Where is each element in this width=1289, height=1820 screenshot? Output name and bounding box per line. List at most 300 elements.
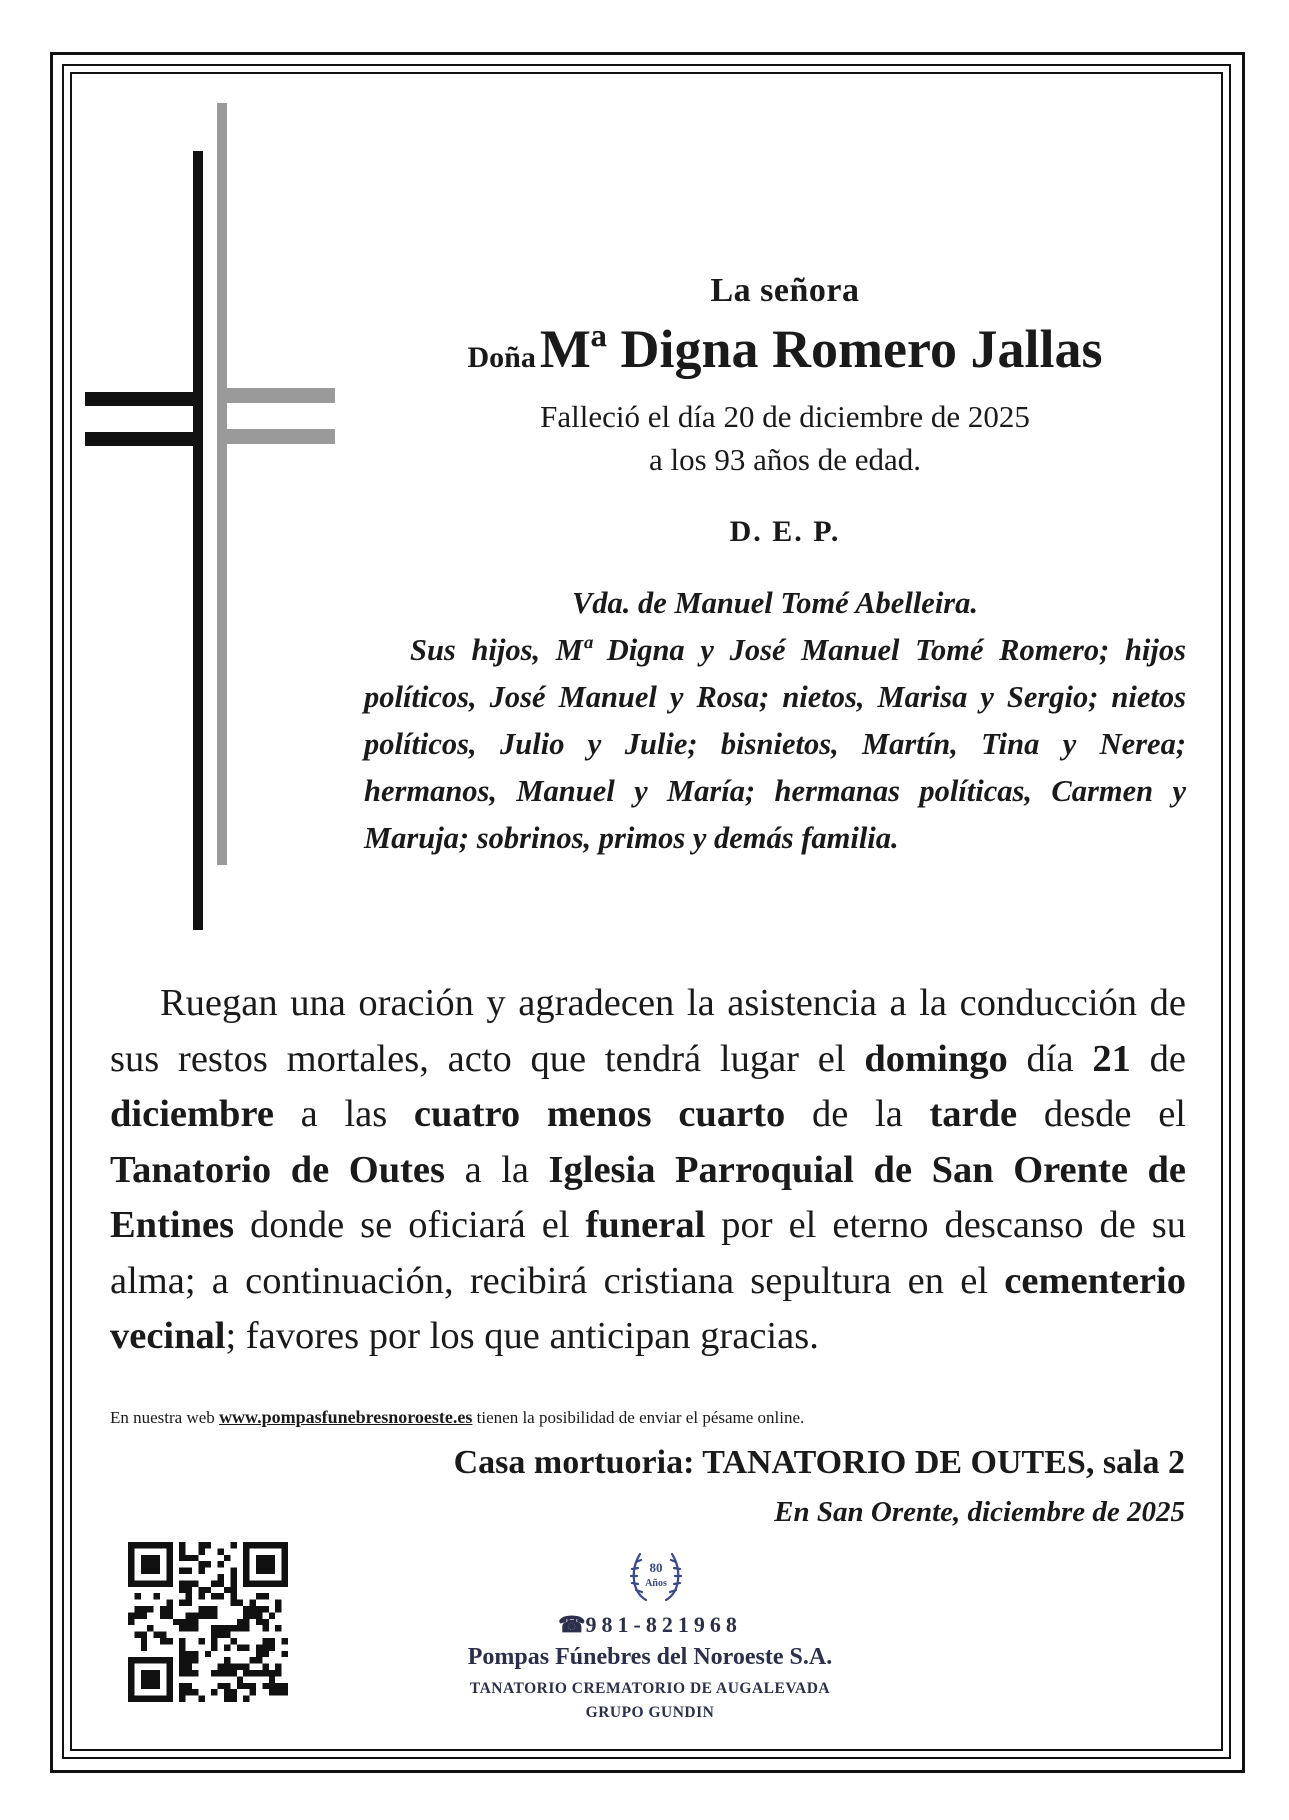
qr-module <box>179 1625 185 1631</box>
qr-module <box>218 1561 224 1567</box>
qr-module <box>211 1580 217 1586</box>
qr-module <box>128 1568 134 1574</box>
qr-module <box>262 1638 268 1644</box>
qr-module <box>154 1580 160 1586</box>
qr-module <box>166 1555 172 1561</box>
qr-module <box>147 1683 153 1689</box>
qr-module <box>256 1606 262 1612</box>
qr-module <box>141 1561 147 1567</box>
qr-module <box>128 1657 134 1663</box>
qr-module <box>269 1612 275 1618</box>
qr-module <box>186 1568 192 1574</box>
qr-module <box>160 1580 166 1586</box>
qr-module <box>179 1638 185 1644</box>
ceremony-text: por el eterno descanso de su alma; a continuación, recibirá cristiana sepultura en el <box>110 1204 1187 1302</box>
qr-module <box>205 1612 211 1618</box>
age: a los 93 años de edad. <box>648 442 922 477</box>
company-name: Pompas Fúnebres del Noroeste S.A. <box>467 1644 833 1670</box>
qr-module <box>128 1676 134 1682</box>
qr-module <box>230 1568 236 1574</box>
qr-module <box>205 1651 211 1657</box>
qr-module <box>134 1612 140 1618</box>
qr-module <box>256 1612 262 1618</box>
qr-module <box>243 1574 249 1580</box>
qr-module <box>160 1696 166 1702</box>
qr-module <box>154 1683 160 1689</box>
name-title-prefix: Doña <box>467 341 536 374</box>
website-link[interactable]: www.pompasfunebresnoroeste.es <box>219 1407 473 1427</box>
qr-module <box>198 1561 204 1567</box>
qr-module <box>198 1606 204 1612</box>
qr-module <box>218 1574 224 1580</box>
phone-number[interactable]: 981-821968 <box>585 1612 742 1637</box>
qr-module <box>166 1696 172 1702</box>
qr-module <box>160 1632 166 1638</box>
qr-module <box>224 1689 230 1695</box>
qr-module <box>269 1683 275 1689</box>
qr-module <box>230 1670 236 1676</box>
qr-module <box>179 1548 185 1554</box>
qr-module <box>237 1644 243 1650</box>
qr-module <box>154 1593 160 1599</box>
qr-module <box>224 1657 230 1663</box>
web-notice <box>110 1407 1190 1428</box>
qr-module <box>186 1580 192 1586</box>
qr-module <box>243 1696 249 1702</box>
qr-module <box>186 1664 192 1670</box>
cross-black-bottom-arm <box>85 432 193 446</box>
qr-module <box>179 1542 185 1548</box>
qr-module <box>256 1580 262 1586</box>
qr-module <box>224 1670 230 1676</box>
qr-module <box>262 1644 268 1650</box>
qr-module <box>269 1568 275 1574</box>
qr-module <box>128 1612 134 1618</box>
qr-module <box>154 1676 160 1682</box>
qr-module <box>256 1670 262 1676</box>
qr-module <box>160 1638 166 1644</box>
qr-module <box>256 1657 262 1663</box>
qr-module <box>173 1619 179 1625</box>
qr-module <box>147 1696 153 1702</box>
qr-module <box>218 1593 224 1599</box>
qr-module <box>262 1683 268 1689</box>
qr-module <box>224 1644 230 1650</box>
qr-module <box>262 1664 268 1670</box>
ceremony-day-name: domingo <box>864 1037 1008 1080</box>
ceremony-text: donde se oficiará el <box>250 1204 570 1246</box>
qr-module <box>243 1683 249 1689</box>
qr-module <box>269 1580 275 1586</box>
qr-module <box>262 1568 268 1574</box>
qr-module <box>243 1612 249 1618</box>
qr-module <box>179 1651 185 1657</box>
qr-module <box>250 1670 256 1676</box>
qr-module <box>192 1670 198 1676</box>
qr-module <box>218 1625 224 1631</box>
qr-module <box>224 1632 230 1638</box>
relatives-text: Sus hijos, Mª Digna y José Manuel Tomé Romero; hijos políticos, José Manuel y Rosa; nietos, Marisa y Sergio; nietos políticos, Julio y Julie; bisnietos, Martín, Tina y Nerea; hermanos, Manuel y María; hermanas políticas, Carmen y Maruja; sobrinos, primos y demás familia. <box>364 633 1186 855</box>
qr-module <box>141 1568 147 1574</box>
cross-grey-bottom-arm <box>227 429 335 444</box>
qr-module <box>154 1632 160 1638</box>
qr-module <box>128 1689 134 1695</box>
qr-module <box>262 1593 268 1599</box>
qr-module <box>147 1676 153 1682</box>
qr-module <box>243 1625 249 1631</box>
qr-module <box>211 1689 217 1695</box>
cross-grey-vertical <box>217 103 227 865</box>
ceremony-text: desde el <box>1043 1093 1187 1135</box>
qr-module <box>275 1600 281 1606</box>
qr-module <box>269 1542 275 1548</box>
qr-module <box>218 1683 224 1689</box>
qr-module <box>128 1696 134 1702</box>
qr-module <box>198 1568 204 1574</box>
heading: La señora <box>710 272 860 309</box>
qr-module <box>186 1619 192 1625</box>
ceremony-text: a la <box>464 1148 529 1191</box>
ceremony-day-number: 21 <box>1092 1037 1131 1080</box>
qr-module <box>282 1638 288 1644</box>
death-date: Falleció el día 20 de diciembre de 2025 <box>540 399 1030 434</box>
qr-module <box>160 1606 166 1612</box>
web-suffix: tienen la posibilidad de enviar el pésame online. <box>476 1408 805 1427</box>
qr-module <box>147 1542 153 1548</box>
qr-module <box>262 1651 268 1657</box>
qr-module <box>224 1587 230 1593</box>
qr-module <box>243 1580 249 1586</box>
qr-module <box>192 1612 198 1618</box>
qr-module <box>166 1670 172 1676</box>
qr-module <box>186 1670 192 1676</box>
qr-module <box>262 1542 268 1548</box>
ceremony-text: de la <box>811 1093 903 1135</box>
qr-module <box>147 1580 153 1586</box>
company-subtitle-2: GRUPO GUNDIN <box>585 1704 715 1721</box>
qr-module <box>230 1689 236 1695</box>
qr-module <box>269 1670 275 1676</box>
cross-grey-top-arm <box>227 388 335 403</box>
qr-module <box>224 1625 230 1631</box>
qr-module <box>198 1593 204 1599</box>
qr-module <box>192 1580 198 1586</box>
qr-module <box>147 1561 153 1567</box>
qr-module <box>186 1683 192 1689</box>
qr-module <box>269 1644 275 1650</box>
qr-module <box>141 1638 147 1644</box>
qr-module <box>269 1555 275 1561</box>
qr-module <box>211 1625 217 1631</box>
qr-module <box>141 1696 147 1702</box>
qr-module <box>282 1689 288 1695</box>
ceremony-text: ; favores por los que anticipan gracias. <box>225 1315 819 1357</box>
qr-module <box>218 1632 224 1638</box>
seal-number: 80 <box>649 1560 663 1575</box>
qr-module <box>147 1657 153 1663</box>
qr-module <box>275 1683 281 1689</box>
qr-module <box>166 1548 172 1554</box>
qr-module <box>160 1612 166 1618</box>
qr-module <box>179 1580 185 1586</box>
ceremony-cemetery: cementerio vecinal <box>110 1259 1186 1357</box>
qr-module <box>224 1664 230 1670</box>
qr-module <box>166 1689 172 1695</box>
ceremony-part-of-day: tarde <box>929 1093 1018 1135</box>
qr-module <box>275 1542 281 1548</box>
qr-module <box>186 1587 192 1593</box>
qr-module <box>141 1670 147 1676</box>
qr-module <box>192 1619 198 1625</box>
qr-module <box>192 1651 198 1657</box>
qr-module <box>282 1542 288 1548</box>
place-date: En San Orente, diciembre de 2025 <box>774 1496 1185 1528</box>
qr-module <box>179 1600 185 1606</box>
qr-module <box>250 1606 256 1612</box>
qr-module <box>141 1606 147 1612</box>
qr-module <box>256 1651 262 1657</box>
qr-module <box>147 1625 153 1631</box>
qr-module <box>141 1657 147 1663</box>
qr-module <box>179 1619 185 1625</box>
deceased-name-line <box>390 318 1180 380</box>
qr-module <box>250 1612 256 1618</box>
qr-module <box>198 1548 204 1554</box>
qr-module <box>198 1587 204 1593</box>
qr-module <box>128 1542 134 1548</box>
qr-module <box>141 1542 147 1548</box>
ceremony-time: cuatro menos cuarto <box>413 1093 786 1135</box>
qr-module <box>250 1542 256 1548</box>
qr-module <box>186 1625 192 1631</box>
qr-module <box>166 1612 172 1618</box>
cross-black-vertical <box>193 151 203 930</box>
seal-word: Años <box>645 1578 667 1589</box>
qr-module <box>218 1664 224 1670</box>
qr-module <box>237 1676 243 1682</box>
qr-module <box>224 1696 230 1702</box>
qr-module <box>237 1664 243 1670</box>
qr-module <box>179 1683 185 1689</box>
qr-module <box>282 1683 288 1689</box>
cross-black-top-arm <box>85 392 193 406</box>
anniversary-seal-icon <box>624 1540 688 1608</box>
qr-module <box>275 1689 281 1695</box>
qr-module <box>166 1568 172 1574</box>
qr-module <box>262 1670 268 1676</box>
qr-module <box>134 1632 140 1638</box>
qr-module <box>230 1593 236 1599</box>
qr-module <box>211 1632 217 1638</box>
qr-module <box>166 1664 172 1670</box>
qr-module <box>166 1638 172 1644</box>
qr-module <box>243 1561 249 1567</box>
qr-module <box>166 1676 172 1682</box>
qr-module <box>141 1683 147 1689</box>
qr-module <box>192 1689 198 1695</box>
ceremony-paragraph <box>110 976 1186 1365</box>
qr-module <box>262 1555 268 1561</box>
widow-line: Vda. de Manuel Tomé Abelleira. <box>571 586 979 620</box>
qr-module <box>166 1683 172 1689</box>
qr-module <box>166 1542 172 1548</box>
qr-module <box>282 1568 288 1574</box>
qr-module <box>166 1606 172 1612</box>
qr-module <box>250 1683 256 1689</box>
qr-module <box>230 1664 236 1670</box>
qr-module <box>243 1664 249 1670</box>
qr-module <box>237 1683 243 1689</box>
qr-module <box>134 1580 140 1586</box>
ceremony-church: Iglesia Parroquial de San Orente de Entines <box>110 1148 1186 1246</box>
qr-module <box>230 1587 236 1593</box>
qr-module <box>269 1676 275 1682</box>
qr-module <box>186 1593 192 1599</box>
qr-module <box>141 1644 147 1650</box>
ceremony-origin: Tanatorio de Outes <box>110 1148 446 1191</box>
qr-module <box>211 1612 217 1618</box>
qr-module <box>243 1542 249 1548</box>
qr-module <box>230 1638 236 1644</box>
qr-module <box>243 1644 249 1650</box>
qr-module <box>237 1625 243 1631</box>
qr-module <box>262 1619 268 1625</box>
qr-module <box>166 1580 172 1586</box>
qr-module <box>154 1657 160 1663</box>
qr-module <box>134 1542 140 1548</box>
qr-module <box>141 1676 147 1682</box>
qr-module <box>205 1606 211 1612</box>
qr-module <box>128 1555 134 1561</box>
qr-module <box>282 1555 288 1561</box>
qr-module <box>243 1568 249 1574</box>
casa-mortuoria: Casa mortuoria: TANATORIO DE OUTES, sala 2 <box>453 1444 1185 1481</box>
qr-module <box>186 1651 192 1657</box>
qr-module <box>218 1670 224 1676</box>
qr-module <box>269 1689 275 1695</box>
family-block <box>364 580 1186 862</box>
web-prefix: En nuestra web <box>110 1408 215 1427</box>
qr-module <box>160 1542 166 1548</box>
qr-module <box>179 1555 185 1561</box>
qr-module <box>211 1670 217 1676</box>
ceremony-text: Ruegan una oración y agradecen la asistencia a la conducción de sus restos mortales, acto que tendrá lugar el <box>110 982 1186 1080</box>
ceremony-text: a las <box>300 1093 388 1135</box>
qr-module <box>192 1555 198 1561</box>
qr-module <box>230 1600 236 1606</box>
qr-module <box>134 1593 140 1599</box>
phone-line <box>390 1612 910 1638</box>
qr-module <box>269 1561 275 1567</box>
qr-module <box>154 1696 160 1702</box>
qr-module <box>179 1664 185 1670</box>
qr-module <box>128 1561 134 1567</box>
qr-module <box>141 1555 147 1561</box>
qr-module <box>262 1580 268 1586</box>
ceremony-text: día <box>1026 1037 1074 1080</box>
qr-module <box>256 1568 262 1574</box>
qr-module <box>256 1593 262 1599</box>
qr-module <box>192 1625 198 1631</box>
qr-module <box>128 1664 134 1670</box>
qr-module <box>198 1638 204 1644</box>
qr-module <box>128 1670 134 1676</box>
qr-module <box>198 1612 204 1618</box>
qr-module <box>186 1600 192 1606</box>
qr-module <box>154 1542 160 1548</box>
qr-module <box>275 1664 281 1670</box>
qr-module <box>147 1606 153 1612</box>
ceremony-text: de <box>1149 1037 1187 1080</box>
qr-module <box>205 1542 211 1548</box>
qr-module <box>154 1561 160 1567</box>
dep: D. E. P. <box>729 515 841 548</box>
qr-module <box>179 1696 185 1702</box>
qr-module <box>230 1696 236 1702</box>
ceremony-month: diciembre <box>110 1093 274 1135</box>
qr-module <box>269 1638 275 1644</box>
qr-module <box>179 1670 185 1676</box>
qr-module <box>243 1555 249 1561</box>
qr-module <box>256 1555 262 1561</box>
qr-module <box>186 1657 192 1663</box>
ceremony-service: funeral <box>585 1204 706 1246</box>
qr-module <box>147 1568 153 1574</box>
qr-module <box>179 1568 185 1574</box>
qr-module <box>128 1683 134 1689</box>
qr-module <box>218 1580 224 1586</box>
qr-module <box>147 1555 153 1561</box>
qr-module <box>256 1561 262 1567</box>
qr-module <box>262 1561 268 1567</box>
qr-module <box>250 1689 256 1695</box>
qr-module <box>154 1670 160 1676</box>
qr-module <box>128 1548 134 1554</box>
qr-module <box>230 1574 236 1580</box>
qr-module <box>262 1625 268 1631</box>
qr-module <box>166 1657 172 1663</box>
qr-module <box>128 1580 134 1586</box>
qr-module <box>282 1548 288 1554</box>
qr-module <box>186 1555 192 1561</box>
qr-module <box>128 1574 134 1580</box>
qr-module <box>179 1657 185 1663</box>
qr-module <box>282 1580 288 1586</box>
qr-module <box>211 1593 217 1599</box>
qr-module <box>230 1542 236 1548</box>
qr-module <box>262 1606 268 1612</box>
qr-module <box>282 1561 288 1567</box>
qr-module <box>243 1619 249 1625</box>
qr-module <box>243 1548 249 1554</box>
qr-module <box>141 1632 147 1638</box>
qr-module <box>166 1574 172 1580</box>
qr-module <box>282 1574 288 1580</box>
qr-module <box>166 1600 172 1606</box>
qr-module <box>186 1612 192 1618</box>
qr-module <box>224 1555 230 1561</box>
company-subtitle-1: TANATORIO CREMATORIO DE AUGALEVADA <box>469 1680 831 1697</box>
qr-module <box>134 1606 140 1612</box>
death-details <box>390 395 1180 481</box>
qr-code-icon[interactable] <box>128 1542 288 1702</box>
qr-module <box>250 1580 256 1586</box>
deceased-name: Mª Digna Romero Jallas <box>539 319 1103 379</box>
qr-module <box>224 1683 230 1689</box>
qr-module <box>275 1625 281 1631</box>
qr-module <box>179 1644 185 1650</box>
qr-module <box>237 1600 243 1606</box>
